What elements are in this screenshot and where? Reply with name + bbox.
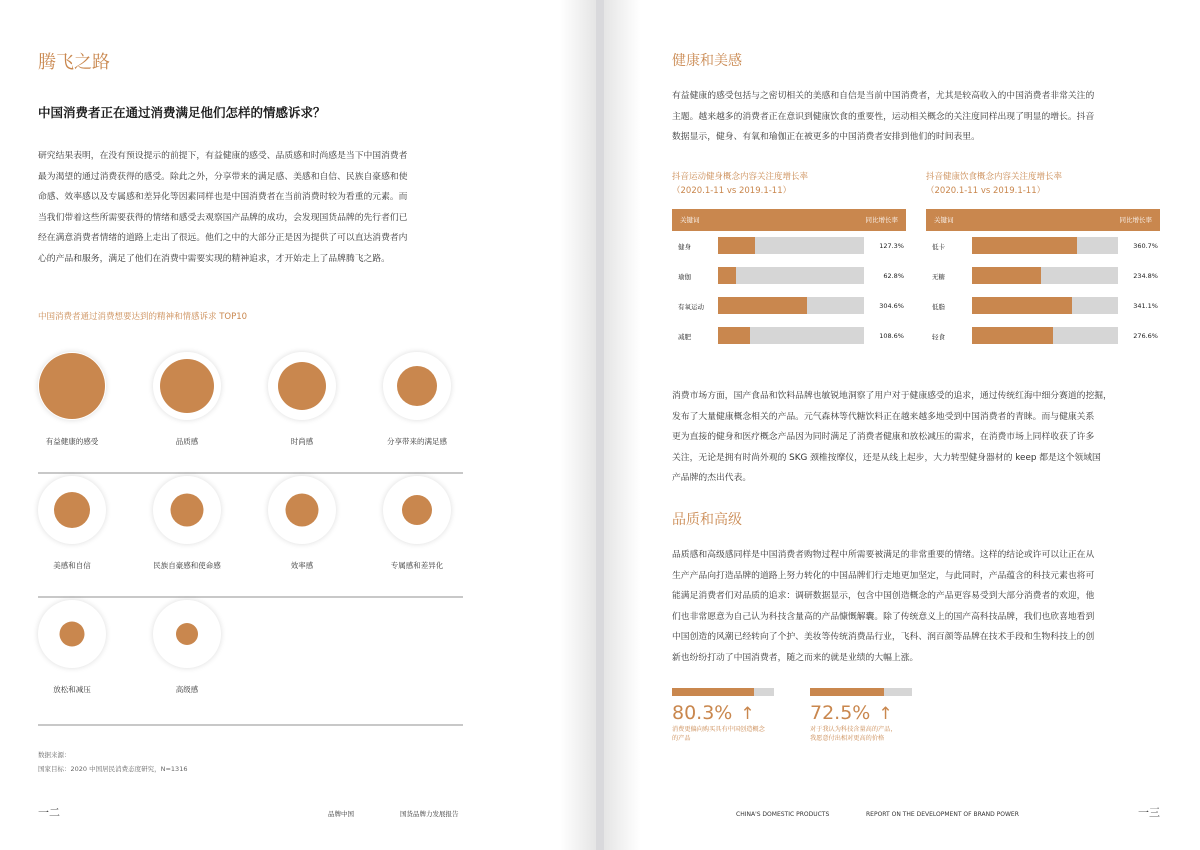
- bubble-ring: [38, 600, 106, 668]
- left-page: [0, 0, 596, 850]
- up-arrow-icon: ↑: [878, 704, 893, 724]
- diet-growth-chart: [926, 209, 1160, 351]
- bar-track: [972, 327, 1118, 344]
- stat-value: [810, 702, 920, 724]
- bubble-ring: [153, 476, 221, 544]
- bar-value-label: 62.8%: [883, 272, 904, 280]
- market-paragraph: [672, 386, 1160, 489]
- health-paragraph: [672, 86, 1160, 148]
- bubble-dot: [286, 494, 319, 527]
- chart-header: [672, 209, 906, 231]
- bubble-ring: [383, 352, 451, 420]
- bubble-label: 时尚感: [290, 437, 314, 446]
- column-header: 同比增长率: [1119, 216, 1152, 224]
- text-line: 更为直接的健身和医疗概念产品因为同时满足了消费者健康和放松减压的需求，在消费市场上同样收获了许多: [672, 432, 1095, 442]
- bar-track: [718, 327, 864, 344]
- section-question: 中国消费者正在通过消费满足他们怎样的情感诉求？: [38, 105, 326, 120]
- bar-value-label: 276.6%: [1133, 332, 1158, 340]
- quality-paragraph: [672, 545, 1160, 668]
- bubble-label: 美感和自信: [53, 561, 91, 570]
- bubble-label: 高级感: [175, 685, 199, 694]
- bubble-dot: [60, 622, 85, 647]
- text-line: 关注，无论是拥有时尚外观的 SKG 颈椎按摩仪，还是从线上起步，大力转型健身器材的 keep 都是这个领域国: [672, 452, 1101, 463]
- bubble-dot: [39, 353, 105, 419]
- bubble-item: [22, 476, 122, 571]
- text-line: 心的产品和服务，满足了他们在消费中需要实现的精神追求，才开始走上了品牌腾飞之路。: [38, 253, 390, 264]
- bar-label: 减肥: [678, 333, 691, 341]
- bubble-ring: [383, 476, 451, 544]
- bar: [718, 237, 755, 254]
- footer-text: REPORT ON THE DEVELOPMENT OF BRAND POWER: [866, 811, 1019, 818]
- bar-value-label: 108.6%: [879, 332, 904, 340]
- chart-row: [672, 231, 906, 261]
- bubble-item: [137, 476, 237, 571]
- bar-label: 轻食: [932, 333, 945, 341]
- text-line: 当我们带着这些所需要获得的情绪和感受去观察国产品牌的成功，会发现国货品牌的先行者们已: [38, 212, 408, 223]
- bar: [972, 297, 1072, 314]
- chart-title-text: 抖音健康饮食概念内容关注度增长率: [926, 172, 1063, 182]
- bubble-item: [252, 352, 352, 447]
- top10-chart-title: 中国消费者通过消费想要达到的精神和情感诉求 TOP10: [38, 312, 248, 322]
- bar-track: [972, 267, 1118, 284]
- stat-description: [672, 725, 782, 743]
- stat-desc-line: 消费更偏向购买具有中国创造概念: [672, 726, 765, 733]
- bar-track: [972, 237, 1118, 254]
- stat-desc-line: 我愿意付出相对更高的价格: [810, 735, 885, 742]
- text-line: 产品牌的杰出代表。: [672, 473, 752, 483]
- bubble-ring: [268, 476, 336, 544]
- bubble-ring: [268, 352, 336, 420]
- chart-title: [926, 170, 1062, 198]
- chart-title-text: 抖音运动健身概念内容关注度增长率: [672, 172, 809, 182]
- bar-track: [718, 237, 864, 254]
- stat-block: [810, 688, 920, 743]
- bar: [972, 327, 1053, 344]
- text-line: 发布了大量健康概念相关的产品。元气森林等代糖饮料正在越来越多地受到中国消费者的青睐。而与健康关系: [672, 411, 1095, 422]
- chart-row: [672, 291, 906, 321]
- bubble-item: [137, 352, 237, 447]
- text-line: 有益健康的感受包括与之密切相关的美感和自信是当前中国消费者，尤其是较高收入的中国消费者非常关注的: [672, 91, 1095, 101]
- bubble-label: 民族自豪感和使命感: [153, 561, 221, 570]
- bar-label: 无糖: [932, 273, 945, 281]
- bar-label: 健身: [678, 243, 691, 251]
- bubble-chart: [38, 350, 463, 726]
- text-line: 经在满意消费者情绪的道路上走出了很远。他们之中的大部分正是因为提供了可以直达消费者内: [38, 233, 408, 243]
- stat-desc-line: 对于我认为科技含量高的产品，: [810, 726, 897, 733]
- bubble-item: [137, 600, 237, 695]
- footer-text: 国货品牌力发展报告: [400, 810, 459, 818]
- fitness-growth-chart: [672, 209, 906, 351]
- data-source: [38, 748, 187, 776]
- page-title: 腾飞之路: [38, 52, 110, 73]
- chart-row: [926, 231, 1160, 261]
- bar: [718, 297, 807, 314]
- stat-track: [810, 688, 912, 696]
- text-line: 数据显示，健身、有氧和瑜伽正在被更多的中国消费者安排到他们的时间表里。: [672, 132, 980, 142]
- bubble-label: 效率感: [290, 561, 314, 570]
- chart-row: [926, 261, 1160, 291]
- stat-number: 80.3%: [672, 702, 733, 724]
- page-number: 一二: [38, 806, 60, 819]
- column-header: 同比增长率: [865, 216, 898, 224]
- column-header: 关键词: [934, 216, 954, 224]
- text-line: 主题。越来越多的消费者正在意识到健康饮食的重要性，运动相关概念的关注度同样出现了明显的增长。抖音: [672, 111, 1095, 122]
- bubble-item: [22, 352, 122, 447]
- bubble-dot: [402, 495, 432, 525]
- stat-description: [810, 725, 920, 743]
- bar-label: 有氧运动: [678, 303, 704, 311]
- bubble-ring: [38, 352, 106, 420]
- bar: [718, 267, 736, 284]
- chart-period: （2020.1-11 vs 2019.1-11）: [926, 186, 1046, 196]
- chart-row: [926, 321, 1160, 351]
- footer-text: CHINA'S DOMESTIC PRODUCTS: [736, 811, 830, 818]
- text-line: 能满足消费者们对品质的追求：调研数据显示，包含中国创造概念的产品更容易受到大部分消费者的欢迎，他: [672, 591, 1095, 601]
- text-line: 命感、效率感以及专属感和差异化等因素同样也是中国消费者在当前消费时较为看重的元素。而: [38, 192, 408, 202]
- page-number: 一三: [1138, 806, 1160, 819]
- bubble-label: 品质感: [175, 437, 199, 446]
- bubble-label: 放松和减压: [53, 685, 91, 694]
- bubble-ring: [153, 352, 221, 420]
- bubble-row: [38, 598, 463, 726]
- bar: [972, 267, 1041, 284]
- stat-fill: [672, 688, 754, 696]
- bar-label: 瑜伽: [678, 273, 691, 281]
- bubble-label: 分享带来的满足感: [387, 437, 447, 446]
- stat-track: [672, 688, 774, 696]
- bar-value-label: 234.8%: [1133, 272, 1158, 280]
- bar-value-label: 341.1%: [1133, 302, 1158, 310]
- bar-value-label: 304.6%: [879, 302, 904, 310]
- chart-row: [926, 291, 1160, 321]
- bubble-dot: [54, 492, 90, 528]
- bubble-item: [22, 600, 122, 695]
- bar-track: [718, 297, 864, 314]
- text-line: 新也纷纷打动了中国消费者，随之而来的就是业绩的大幅上涨。: [672, 652, 919, 663]
- bar: [718, 327, 750, 344]
- chart-period: （2020.1-11 vs 2019.1-11）: [672, 186, 792, 196]
- chart-row: [672, 321, 906, 351]
- bubble-ring: [153, 600, 221, 668]
- bubble-item: [252, 476, 352, 571]
- bubble-item: [367, 352, 467, 447]
- text-line: 消费市场方面，国产食品和饮料品牌也敏锐地洞察了用户对于健康感受的追求，通过传统红海中细分赛道的挖掘，: [672, 391, 1112, 401]
- bubble-dot: [176, 623, 198, 645]
- bubble-row: [38, 350, 463, 474]
- bar-value-label: 127.3%: [879, 242, 904, 250]
- bubble-label: 专属感和差异化: [390, 561, 444, 570]
- section-title-quality: 品质和高级: [672, 512, 742, 528]
- bubble-dot: [171, 494, 204, 527]
- page-spine-shadow: [604, 0, 640, 850]
- bar-value-label: 360.7%: [1133, 242, 1158, 250]
- bar-label: 低脂: [932, 303, 945, 311]
- chart-row: [672, 261, 906, 291]
- source-text: 国家目标：2020 中国居民消费态度研究，N=1316: [38, 765, 188, 773]
- source-label: 数据来源：: [38, 751, 71, 759]
- stat-desc-line: 的产品: [672, 735, 691, 742]
- bar: [972, 237, 1077, 254]
- up-arrow-icon: ↑: [740, 704, 755, 724]
- right-page: [604, 0, 1200, 850]
- bubble-item: [367, 476, 467, 571]
- intro-paragraph: [38, 146, 470, 269]
- text-line: 们也非常愿意为自己认为科技含量高的产品慷慨解囊。除了传统意义上的国产高科技品牌，我们也欣喜地看到: [672, 611, 1095, 622]
- chart-title: [672, 170, 808, 198]
- bubble-label: 有益健康的感受: [45, 437, 99, 446]
- bar-track: [972, 297, 1118, 314]
- bubble-dot: [278, 362, 326, 410]
- text-line: 中国创造的风潮已经转向了个护、美妆等传统消费品行业，飞科、润百颜等品牌在技术手段和生物科技上的创: [672, 632, 1095, 642]
- bar-track: [718, 267, 864, 284]
- stat-fill: [810, 688, 884, 696]
- page-spine-shadow: [560, 0, 596, 850]
- bubble-row: [38, 474, 463, 598]
- stat-block: [672, 688, 782, 743]
- text-line: 最为渴望的通过消费获得的感受。除此之外，分享带来的满足感、美感和自信、民族自豪感和使: [38, 171, 408, 182]
- column-header: 关键词: [680, 216, 700, 224]
- footer-text: 品牌中国: [328, 810, 354, 818]
- section-title-health: 健康和美感: [672, 53, 742, 69]
- text-line: 研究结果表明，在没有预设提示的前提下，有益健康的感受、品质感和时尚感是当下中国消费者: [38, 151, 408, 161]
- stat-number: 72.5%: [810, 702, 871, 724]
- bar-label: 低卡: [932, 243, 945, 251]
- chart-header: [926, 209, 1160, 231]
- text-line: 品质感和高级感同样是中国消费者购物过程中所需要被满足的非常重要的情绪。这样的结论或许可以让正在从: [672, 550, 1095, 560]
- bubble-dot: [397, 366, 437, 406]
- bubble-dot: [160, 359, 214, 413]
- stat-value: [672, 702, 782, 724]
- text-line: 生产产品向打造品牌的道路上努力转化的中国品牌们行走地更加坚定，与此同时，产品蕴含的科技元素也将可: [672, 570, 1095, 581]
- bubble-ring: [38, 476, 106, 544]
